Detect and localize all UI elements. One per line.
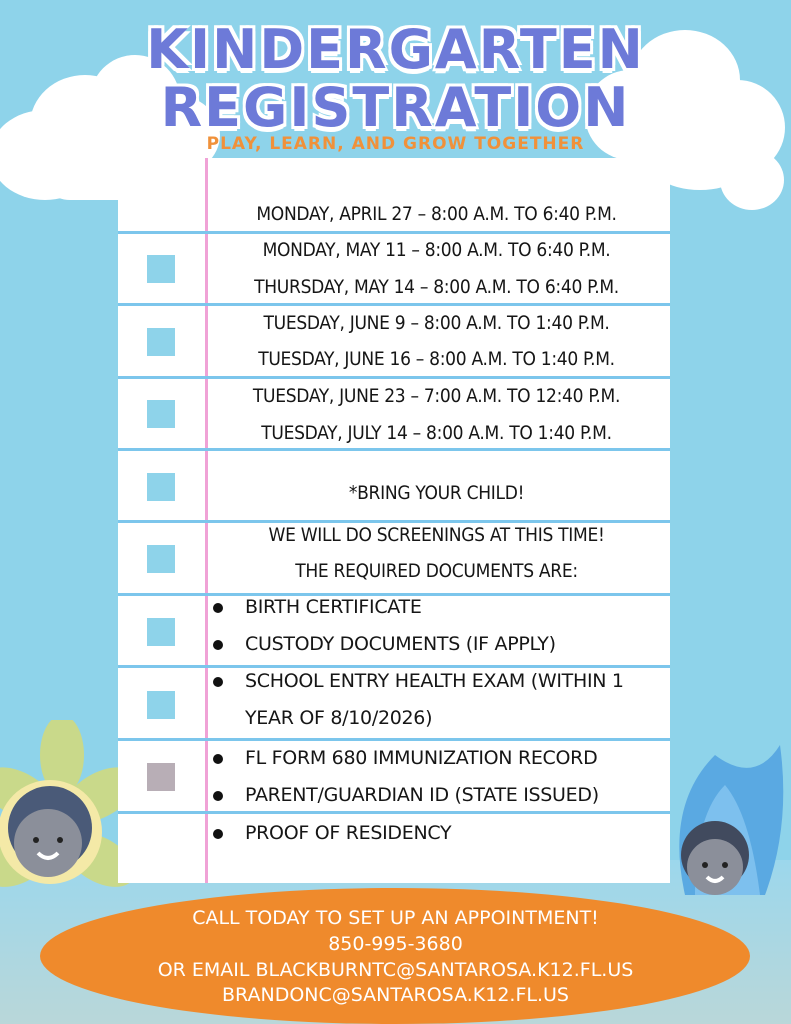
date-line: TUESDAY, JULY 14 – 8:00 A.M. TO 1:40 P.M. <box>261 422 612 444</box>
phone-number[interactable]: 850-995-3680 <box>328 933 463 955</box>
bullet <box>213 640 223 650</box>
screenings-note: WE WILL DO SCREENINGS AT THIS TIME! <box>268 524 605 546</box>
checkbox <box>147 618 175 646</box>
rule-line <box>118 448 670 451</box>
checkbox <box>147 473 175 501</box>
rule-line <box>118 303 670 306</box>
document-item: PARENT/GUARDIAN ID (STATE ISSUED) <box>245 784 599 806</box>
document-item: FL FORM 680 IMMUNIZATION RECORD <box>245 747 598 769</box>
date-line: TUESDAY, JUNE 9 – 8:00 A.M. TO 1:40 P.M. <box>263 312 610 334</box>
rule-line <box>118 811 670 814</box>
flower-child-left-illustration <box>0 720 130 920</box>
document-item: SCHOOL ENTRY HEALTH EXAM (WITHIN 1 <box>245 670 624 692</box>
checkbox <box>147 691 175 719</box>
rule-line <box>118 231 670 234</box>
checkbox <box>147 400 175 428</box>
checkbox <box>147 328 175 356</box>
checkbox <box>147 255 175 283</box>
rule-line <box>118 738 670 741</box>
bullet <box>213 754 223 764</box>
document-item: BIRTH CERTIFICATE <box>245 596 422 618</box>
call-to-action: CALL TODAY TO SET UP AN APPOINTMENT! <box>192 907 599 929</box>
required-documents-heading: THE REQUIRED DOCUMENTS ARE: <box>295 560 578 582</box>
checkbox <box>147 763 175 791</box>
rule-line <box>118 665 670 668</box>
date-line: THURSDAY, MAY 14 – 8:00 A.M. TO 6:40 P.M. <box>254 276 619 298</box>
bullet <box>213 791 223 801</box>
date-line: MONDAY, MAY 11 – 8:00 A.M. TO 6:40 P.M. <box>262 239 611 261</box>
bring-child-note: *BRING YOUR CHILD! <box>348 482 525 504</box>
rule-line <box>118 376 670 379</box>
date-line: TUESDAY, JUNE 16 – 8:00 A.M. TO 1:40 P.M. <box>258 348 615 370</box>
tagline: PLAY, LEARN, AND GROW TOGETHER <box>206 134 585 154</box>
email-link[interactable]: OR EMAIL BLACKBURNTC@SANTAROSA.K12.FL.US <box>157 959 634 981</box>
flower-child-right-illustration <box>655 745 791 925</box>
bullet <box>213 829 223 839</box>
title-line-2: REGISTRATION <box>160 76 631 139</box>
document-item: CUSTODY DOCUMENTS (IF APPLY) <box>245 633 556 655</box>
email-link[interactable]: BRANDONC@SANTAROSA.K12.FL.US <box>222 984 569 1006</box>
document-item-continued: YEAR OF 8/10/2026) <box>245 707 433 729</box>
bullet <box>213 677 223 687</box>
document-item: PROOF OF RESIDENCY <box>245 822 452 844</box>
title-line-1: KINDERGARTEN <box>146 18 645 81</box>
date-line: MONDAY, APRIL 27 – 8:00 A.M. TO 6:40 P.M. <box>256 203 617 225</box>
bullet <box>213 603 223 613</box>
date-line: TUESDAY, JUNE 23 – 7:00 A.M. TO 12:40 P.M. <box>252 385 621 407</box>
rule-line <box>118 520 670 523</box>
checkbox <box>147 545 175 573</box>
